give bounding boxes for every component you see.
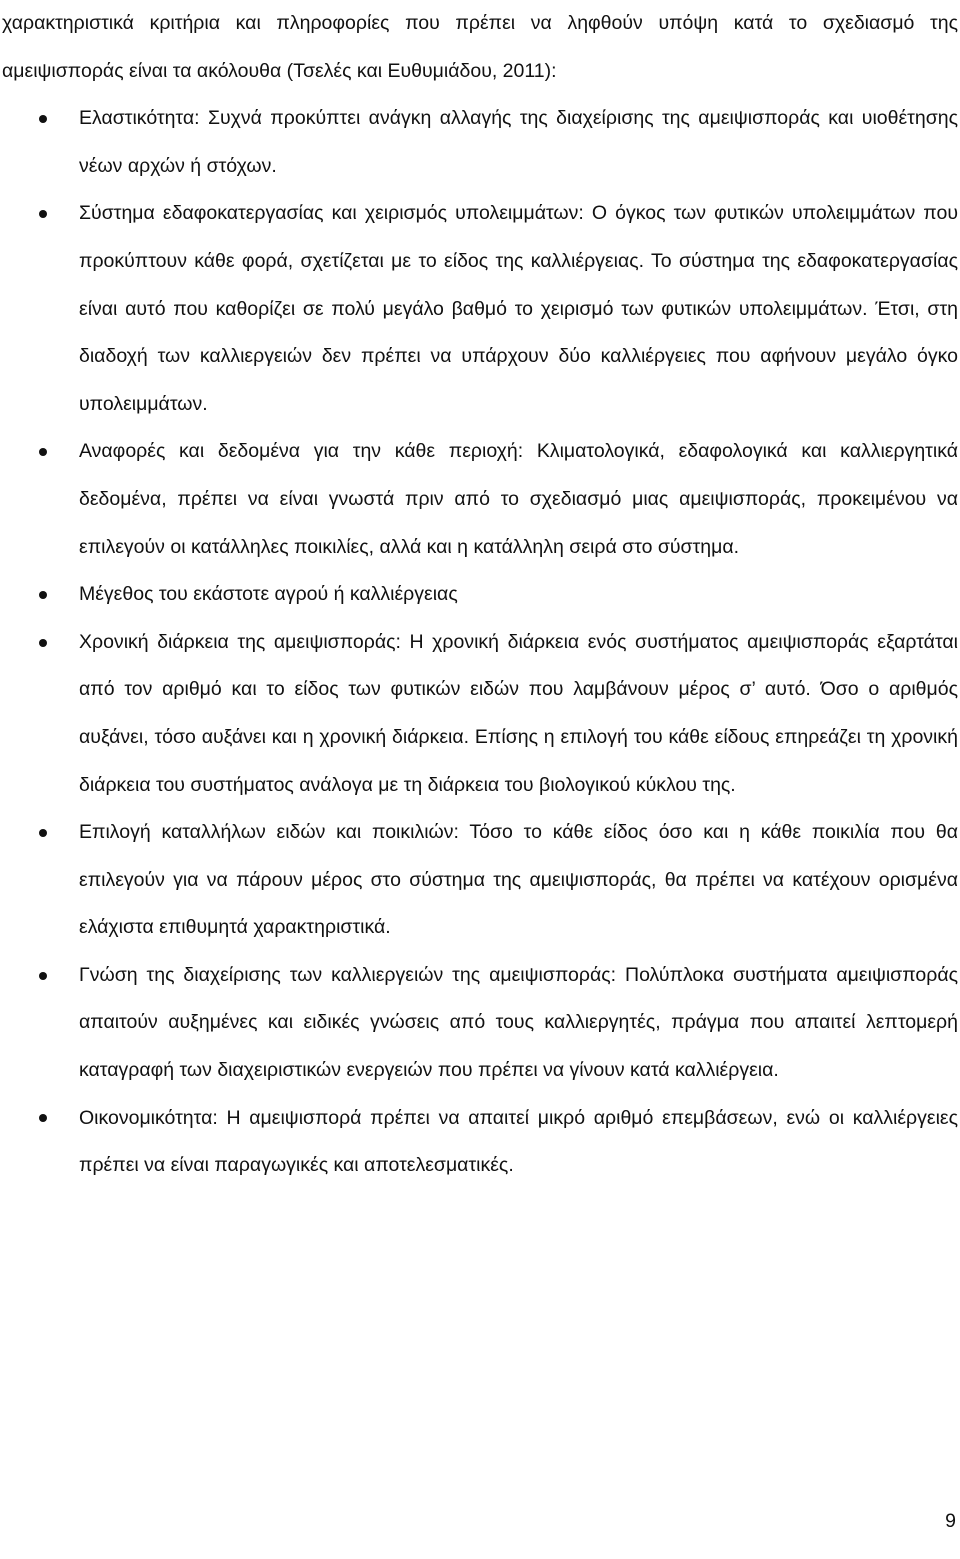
list-item	[2, 95, 958, 190]
bullet-icon	[39, 809, 49, 857]
list-item-text: Αναφορές και δεδομένα για την κάθε περιοχή: Κλιματολογικά, εδαφολογικά και καλλιεργητικά δεδομένα, πρέπει να είναι γνωστά πριν από το σχεδιασμό μιας αμειψισποράς, προκειμένου να επιλεγούν οι κατάλληλες ποικιλίες, αλλά και η κατάλληλη σειρά στο σύστημα.	[79, 440, 958, 558]
list-item	[2, 619, 958, 809]
list-item	[2, 1095, 958, 1190]
list-item	[2, 571, 958, 619]
list-item-text: Γνώση της διαχείρισης των καλλιεργειών της αμειψισποράς: Πολύπλοκα συστήματα αμειψισποράς απαιτούν αυξημένες και ειδικές γνώσεις από τους καλλιεργητές, πράγμα που απαιτεί λεπτομερή καταγραφή των διαχειριστικών ενεργειών που πρέπει να γίνουν κατά καλλιέργεια.	[79, 963, 958, 1082]
list-item	[2, 809, 958, 952]
bullet-icon	[39, 95, 49, 143]
criteria-list	[2, 95, 958, 1190]
list-item-text: Οικονομικότητα: Η αμειψισπορά πρέπει να απαιτεί μικρό αριθμό επεμβάσεων, ενώ οι καλλιέργειες πρέπει να είναι παραγωγικές και αποτελεσματικές.	[79, 1106, 958, 1177]
list-item-text: Ελαστικότητα: Συχνά προκύπτει ανάγκη αλλαγής της διαχείρισης της αμειψισποράς και υιοθέτησης νέων αρχών ή στόχων.	[79, 107, 958, 177]
bullet-icon	[39, 952, 49, 1000]
list-item	[2, 190, 958, 428]
page-content	[2, 0, 958, 1190]
bullet-icon	[39, 428, 49, 476]
page-number: 9	[945, 1510, 956, 1532]
bullet-icon	[39, 1095, 49, 1143]
list-item-text: Επιλογή καταλλήλων ειδών και ποικιλιών: Τόσο το κάθε είδος όσο και η κάθε ποικιλία που θα επιλεγούν για να πάρουν μέρος στο σύστημα της αμειψισποράς, θα πρέπει να κατέχουν ορισμένα ελάχιστα επιθυμητά χαρακτηριστικά.	[79, 821, 958, 939]
list-item	[2, 952, 958, 1095]
bullet-icon	[39, 571, 49, 619]
list-item-text: Χρονική διάρκεια της αμειψισποράς: Η χρονική διάρκεια ενός συστήματος αμειψισποράς εξαρτάται από τον αριθμό και το είδος των φυτικών ειδών που λαμβάνουν μέρος σ’ αυτό. Όσο ο αριθμός αυξάνει, τόσο αυξάνει και η χρονική διάρκεια. Επίσης η επιλογή του κάθε είδους επηρεάζει τη χρονική διάρκεια του συστήματος ανάλογα με τη διάρκεια του βιολογικού κύκλου της.	[79, 630, 958, 796]
bullet-icon	[39, 619, 49, 667]
intro-paragraph: χαρακτηριστικά κριτήρια και πληροφορίες που πρέπει να ληφθούν υπόψη κατά το σχεδιασμό της αμειψισποράς είναι τα ακόλουθα (Τσελές και Ευθυμιάδου, 2011):	[2, 12, 958, 82]
list-item-text: Μέγεθος του εκάστοτε αγρού ή καλλιέργειας	[79, 583, 458, 606]
list-item-text: Σύστημα εδαφοκατεργασίας και χειρισμός υπολειμμάτων: Ο όγκος των φυτικών υπολειμμάτων που προκύπτουν κάθε φορά, σχετίζεται με το είδος της καλλιέργειας. Το σύστημα της εδαφοκατεργασίας είναι αυτό που καθορίζει σε πολύ μεγάλο βαθμό το χειρισμό των φυτικών υπολειμμάτων. Έτσι, στη διαδοχή των καλλιεργειών δεν πρέπει να υπάρχουν δύο καλλιέργειες που αφήνουν μεγάλο όγκο υπολειμμάτων.	[79, 202, 958, 415]
bullet-icon	[39, 190, 49, 238]
list-item	[2, 428, 958, 571]
